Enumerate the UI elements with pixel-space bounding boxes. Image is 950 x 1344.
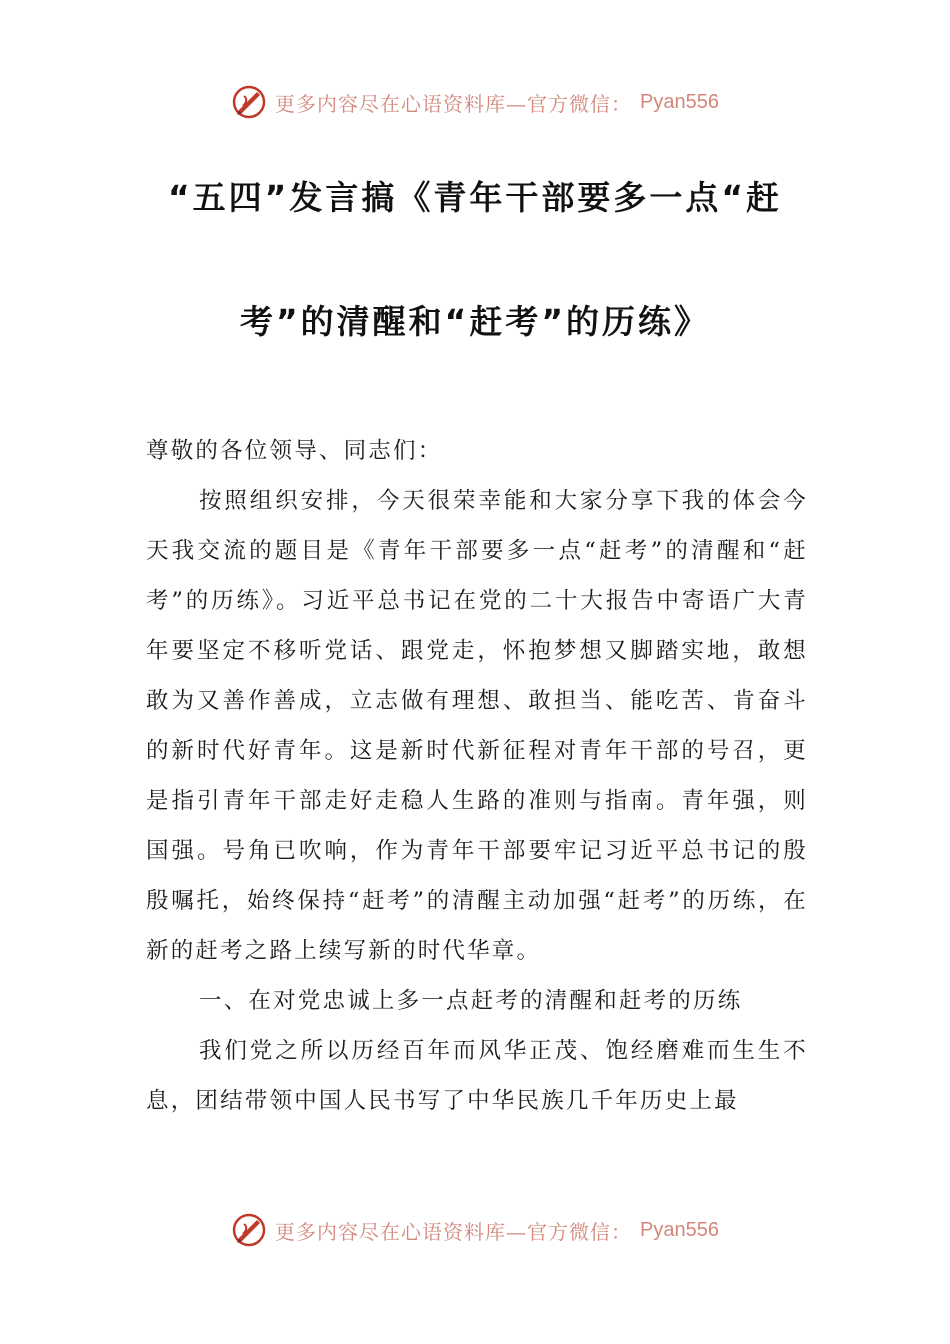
pen-logo-icon [231, 1212, 267, 1248]
bottom-watermark-banner [0, 1208, 950, 1252]
document-body [146, 426, 808, 1126]
paragraph-1: 按照组织安排，今天很荣幸能和大家分享下我的体会今天我交流的题目是《青年干部要多一点“赶考”的清醒和“赶考”的历练》。习近平总书记在党的二十大报告中寄语广大青年要坚定不移听党话、跟党走，怀抱梦想又脚踏实地，敢想敢为又善作善成，立志做有理想、敢担当、能吃苦、肯奋斗的新时代好青年。这是新时代新征程对青年干部的号召，更是指引青年干部走好走稳人生路的准则与指南。青年强，则国强。号角已吹响，作为青年干部要牢记习近平总书记的殷殷嘱托，始终保持“赶考”的清醒主动加强“赶考”的历练，在新的赶考之路上续写新的时代华章。 [146, 488, 808, 964]
watermark-wechat-id: Pyan556 [640, 1218, 719, 1241]
salutation: 尊敬的各位领导、同志们： [146, 438, 443, 464]
watermark-text: 更多内容尽在心语资料库—官方微信： [275, 91, 633, 116]
paragraph-2: 我们党之所以历经百年而风华正茂、饱经磨难而生生不息，团结带领中国人民书写了中华民族几千年历史上最 [146, 1038, 808, 1114]
top-watermark-banner [0, 80, 950, 124]
watermark-wechat-id: Pyan556 [640, 90, 719, 113]
watermark-text: 更多内容尽在心语资料库—官方微信： [275, 1219, 633, 1244]
document-title-line-2: 考”的清醒和“赶考”的历练》 [239, 302, 711, 341]
document-title-line-1: “五四”发言搞《青年干部要多一点“赶 [167, 178, 783, 217]
section-heading-1: 一、在对党忠诚上多一点赶考的清醒和赶考的历练 [199, 988, 743, 1014]
pen-logo-icon [231, 84, 267, 120]
